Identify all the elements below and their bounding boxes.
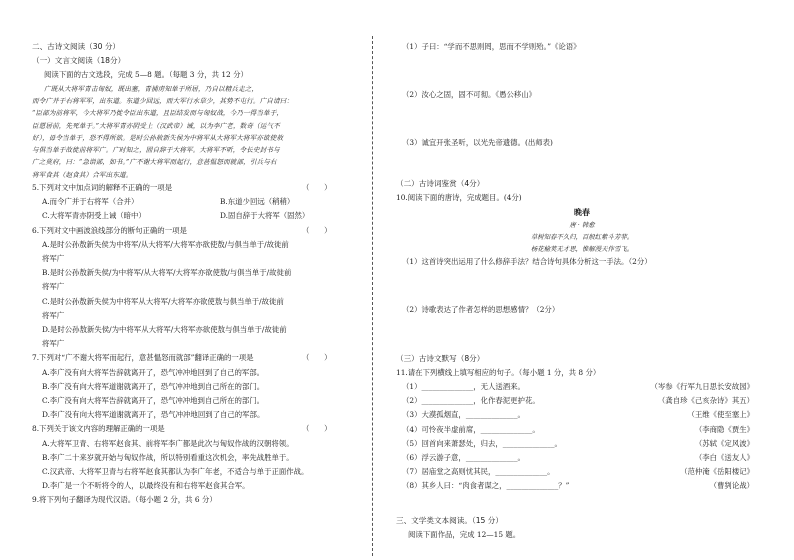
question-6: 6.下列对文中画波浪线部分的断句正确的一项是 （ ） bbox=[32, 224, 362, 238]
answer-space[interactable] bbox=[396, 269, 768, 303]
question-9: 9.将下列句子翻译为现代汉语。（每小题 2 分，共 6 分） bbox=[32, 495, 217, 505]
passage-line: 广既从大将军青击匈奴，既出塞，青捕虏知单于所居，乃自以精兵走之， bbox=[44, 84, 259, 93]
poem-line: 草树知春不久归，百般红紫斗芳菲。 bbox=[530, 233, 634, 242]
q7-option-d[interactable]: D.李广没有向大将军道谢就离开了，恐气冲冲地回到了自己的军部。 bbox=[42, 410, 265, 420]
passage-line: 将军食其（赵食其）合军出东道。 bbox=[32, 170, 133, 179]
poem-line: 杨花榆荚无才思，惟解漫天作雪飞。 bbox=[530, 245, 634, 254]
fill-item[interactable]: （8）其乡人曰：“肉食者谋之，______________？” （曹刿论战） bbox=[396, 479, 768, 493]
classical-passage bbox=[32, 83, 362, 181]
q8-option-b[interactable]: B.李广二十来岁就开始与匈奴作战，所以特别看重这次机会，率先战胜单于。 bbox=[42, 452, 294, 462]
q5-option-d[interactable]: D.固自辞于大将军（固然） bbox=[220, 211, 310, 221]
fill-source: （王维《使至塞上》 bbox=[687, 410, 754, 420]
question-8: 8.下列关于该文内容的理解正确的一项是 （ ） bbox=[32, 422, 362, 436]
q8-option-c[interactable]: C.汉武帝、大将军卫青与右将军赵食其都认为李广年老，不适合与单于正面作战。 bbox=[42, 466, 309, 476]
fill-item[interactable]: （7）居庙堂之高则忧其民，______________。 （范仲淹《岳阳楼记》 bbox=[396, 465, 768, 479]
q6-option-d[interactable]: D.是时公孙敖新失侯/为中将军从大将军/大将军亦欲使敖与俱当单于/故徙前 bbox=[42, 324, 287, 334]
fill-source: （岑参《行军九日思长安故园》 bbox=[650, 382, 754, 392]
question-5: 5.下列对文中加点词的解释不正确的一项是 （ ） bbox=[32, 181, 362, 195]
fill-item[interactable]: （5）回首向来萧瑟处，归去，______________。 （苏轼《定风波》 bbox=[396, 437, 768, 451]
passage-line: “臣部为前将军，今大将军乃徙令臣出东道，且臣结发而与匈奴战，今乃一得当单于， bbox=[32, 109, 284, 118]
fill-item[interactable]: （6）浮云游子意，______________。 （李白《送友人》 bbox=[396, 451, 768, 465]
section3-title: 三、文学类文本阅读。（15 分） bbox=[396, 515, 503, 525]
q5-option-a[interactable]: A.而令广并于右将军（合并） bbox=[42, 197, 139, 207]
fill-source: （李白《送友人》 bbox=[694, 452, 754, 462]
passage-line: 臣愿居前，先死单于。”大将军青亦阴受上（汉武帝）诫，以为李广老，数奇（运气不 bbox=[32, 121, 280, 130]
subsection-classical-title: （一）文言文阅读（18分） bbox=[32, 56, 126, 66]
section2-title: 二、古诗文阅读（30 分） bbox=[32, 42, 121, 51]
q6-option-b[interactable]: B.是时公孙敖新失侯/为中将军/从大将军/大将军亦欲使敖/与俱当单于/故徙前 bbox=[42, 268, 292, 278]
fill-source: （苏轼《定风波》 bbox=[694, 438, 754, 448]
left-column bbox=[32, 40, 362, 508]
poem-author: 唐 · 韩愈 bbox=[569, 221, 595, 230]
q6-option-d-cont: 将军广 bbox=[42, 339, 65, 349]
q6-option-c-cont: 将军广 bbox=[42, 310, 65, 320]
answer-space[interactable] bbox=[396, 318, 768, 352]
passage-line: 与俱当单于故徙前将军广。广时知之，固自辞于大将军。大将军不听，令长史封书与 bbox=[32, 146, 280, 155]
answer-paren[interactable]: （ ） bbox=[302, 225, 332, 235]
q7-option-a[interactable]: A.李广没有向大将军告辞就离开了，恐气冲冲地回到了自己的军部。 bbox=[42, 367, 265, 377]
answer-paren[interactable]: （ ） bbox=[302, 353, 332, 363]
passage-line: 好），毋令当单于，恐不得所欲。是时公孙敖新失侯为中将军从大将军大将军亦欲使敖 bbox=[32, 133, 284, 142]
q7-option-c[interactable]: C.李广没有向大将军告辞就离开了，恐气冲冲地到自己所在的部门。 bbox=[42, 395, 265, 405]
section3-intro: 阅读下面作品，完成 12—15 题。 bbox=[408, 529, 521, 539]
question-10: 10.阅读下面的唐诗，完成题目。(4分) bbox=[396, 192, 522, 202]
answer-space[interactable] bbox=[396, 151, 768, 177]
translate-item-3: （3）诚宜开张圣听，以光先帝遗德。(出师表) bbox=[402, 138, 553, 148]
translate-item-1: （1）子曰：“学而不思则罔，思而不学则殆。”《论语》 bbox=[402, 42, 581, 51]
fill-source: （曹刿论战） bbox=[709, 481, 754, 491]
question-7: 7.下列对“广不谢大将军而起行，意甚愠怒而就部”翻译正确的一项是 （ ） bbox=[32, 351, 362, 365]
spacer bbox=[396, 494, 768, 514]
column-divider bbox=[372, 36, 373, 556]
q8-option-a[interactable]: A.大将军卫青、右将军赵食其、前将军李广都是此次与匈奴作战的汉朝将领。 bbox=[42, 438, 294, 448]
question-11: 11.请在下列横线上填写相应的句子。（每小题 1 分，共 8 分） bbox=[396, 367, 601, 377]
right-column bbox=[396, 40, 768, 542]
subsection-dictation-title: （三）古诗文默写（8分） bbox=[396, 353, 485, 363]
q6-option-a-cont: 将军广 bbox=[42, 253, 65, 263]
q5-option-b[interactable]: B.东道少回远（稍稍） bbox=[220, 197, 295, 207]
passage-line: 而令广并于右将军军，出东道。东道少回远，而大军行水草少，其势不屯行。广自请曰： bbox=[32, 96, 294, 105]
q8-option-d[interactable]: D.李广是一个不听将令的人，以最终没有和右将军赵食其合军。 bbox=[42, 481, 250, 491]
classical-intro: 阅读下面的古文选段，完成 5—8 题。（每题 3 分，共 12 分） bbox=[44, 70, 248, 80]
poem-title: 晚春 bbox=[574, 207, 590, 218]
translate-item-2: （2）汝心之固，固不可彻。《愚公移山》 bbox=[402, 90, 537, 100]
q6-option-b-cont: 将军广 bbox=[42, 282, 65, 292]
fill-source: （范仲淹《岳阳楼记》 bbox=[680, 467, 754, 477]
q5-options-row bbox=[32, 209, 362, 223]
fill-source: （李商隐《贾生》 bbox=[694, 424, 754, 434]
q5-options-row bbox=[32, 195, 362, 209]
question-10-1: （1）这首诗突出运用了什么修辞手法？结合诗句具体分析这一手法。（2分） bbox=[402, 257, 652, 267]
q7-option-b[interactable]: B.李广没有向大将军道谢就离开了，恐气冲冲地到自己所在的部门。 bbox=[42, 381, 265, 391]
q6-option-c[interactable]: C.是时公孙敖新失侯为中将军从大将军/大将军亦欲使敖与俱当单于/故徙前 bbox=[42, 296, 284, 306]
fill-item[interactable]: （3）大漠孤烟直，______________。 （王维《使至塞上》 bbox=[396, 408, 768, 422]
fill-item[interactable]: （4）可怜夜半虚前席，______________。 （李商隐《贾生》 bbox=[396, 423, 768, 437]
q6-option-a[interactable]: A.是时公孙敖新失侯为中将军/从大将军/大将军亦欲使敖/与俱当单于/故徙前 bbox=[42, 239, 289, 249]
fill-item[interactable]: （1）______________，无人送酒来。 （岑参《行军九日思长安故园》 bbox=[396, 380, 768, 394]
passage-line: 广之莫府，曰：“急诣部，如书。”广不谢大将军而起行，意甚愠怒而就部，引兵与右 bbox=[32, 158, 277, 167]
answer-paren[interactable]: （ ） bbox=[302, 182, 332, 192]
fill-source: （龚自珍《己亥杂诗》其五） bbox=[657, 396, 754, 406]
answer-paren[interactable]: （ ） bbox=[302, 424, 332, 434]
subsection-poetry-title: （二）古诗词鉴赏（4分） bbox=[396, 178, 485, 188]
q5-option-c[interactable]: C.大将军青亦阴受上诫（暗中） bbox=[42, 211, 146, 221]
question-10-2: （2）诗歌表达了作者怎样的思想感情？（2分） bbox=[402, 305, 560, 315]
fill-item[interactable]: （2）______________，化作春泥更护花。 （龚自珍《己亥杂诗》其五） bbox=[396, 394, 768, 408]
answer-space[interactable] bbox=[396, 54, 768, 88]
answer-space[interactable] bbox=[396, 102, 768, 136]
